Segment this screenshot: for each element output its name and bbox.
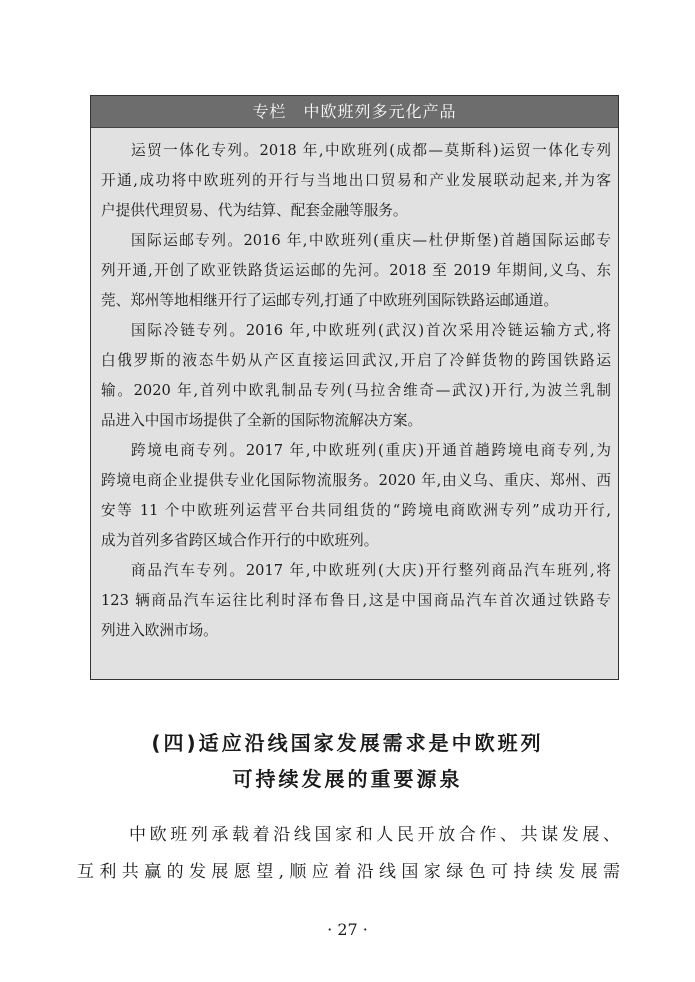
box-line: 品进入中国市场提供了全新的国际物流解决方案。 — [101, 412, 423, 429]
box-paragraph — [101, 136, 611, 226]
box-line: 跨境电商企业提供专业化国际物流服务。2020 年,由义乌、重庆、郑州、西 — [101, 472, 611, 489]
box-line: 跨境电商专列。2017 年,中欧班列(重庆)开通首趟跨境电商专列,为 — [131, 442, 611, 459]
box-line: 运贸一体化专列。2018 年,中欧班列(成都—莫斯科)运贸一体化专列 — [131, 142, 611, 159]
sidebar-box — [90, 95, 619, 680]
box-line: 莞、郑州等地相继开行了运邮专列,打通了中欧班列国际铁路运邮通道。 — [101, 292, 559, 309]
box-line: 列开通,开创了欧亚铁路货运运邮的先河。2018 至 2019 年期间,义乌、东 — [101, 262, 611, 279]
box-body — [101, 136, 611, 646]
body-paragraph — [77, 817, 620, 891]
box-line: 户提供代理贸易、代为结算、配套金融等服务。 — [101, 202, 408, 219]
box-line: 白俄罗斯的液态牛奶从产区直接运回武汉,开启了冷鲜货物的跨国铁路运 — [101, 352, 611, 369]
box-line: 商品汽车专列。2017 年,中欧班列(大庆)开行整列商品汽车班列,将 — [131, 562, 611, 579]
box-paragraph — [101, 436, 611, 556]
box-paragraph — [101, 316, 611, 436]
page-number: · 27 · — [327, 920, 368, 939]
section-heading-line-1: (四)适应沿线国家发展需求是中欧班列 — [151, 731, 544, 755]
box-line: 123 辆商品汽车运往比利时泽布鲁日,这是中国商品汽车首次通过铁路专 — [101, 592, 611, 609]
box-paragraph — [101, 556, 611, 646]
body-line: 互利共赢的发展愿望,顺应着沿线国家绿色可持续发展需 — [77, 862, 620, 882]
box-line: 成为首列多省跨区域合作开行的中欧班列。 — [101, 532, 379, 549]
box-paragraph — [101, 226, 611, 316]
box-line: 列进入欧洲市场。 — [101, 622, 218, 639]
section-heading-line-2: 可持续发展的重要源泉 — [232, 767, 463, 791]
box-line: 国际运邮专列。2016 年,中欧班列(重庆—杜伊斯堡)首趟国际运邮专 — [131, 232, 611, 249]
box-title: 专栏 中欧班列多元化产品 — [91, 96, 618, 128]
box-line: 输。2020 年,首列中欧乳制品专列(马拉舍维奇—武汉)开行,为波兰乳制 — [101, 382, 611, 399]
box-line: 开通,成功将中欧班列的开行与当地出口贸易和产业发展联动起来,并为客 — [101, 172, 611, 189]
box-line: 国际冷链专列。2016 年,中欧班列(武汉)首次采用冷链运输方式,将 — [131, 322, 611, 339]
body-line: 中欧班列承载着沿线国家和人民开放合作、共谋发展、 — [129, 825, 620, 845]
box-line: 安等 11 个中欧班列运营平台共同组货的“跨境电商欧洲专列”成功开行, — [101, 502, 611, 519]
